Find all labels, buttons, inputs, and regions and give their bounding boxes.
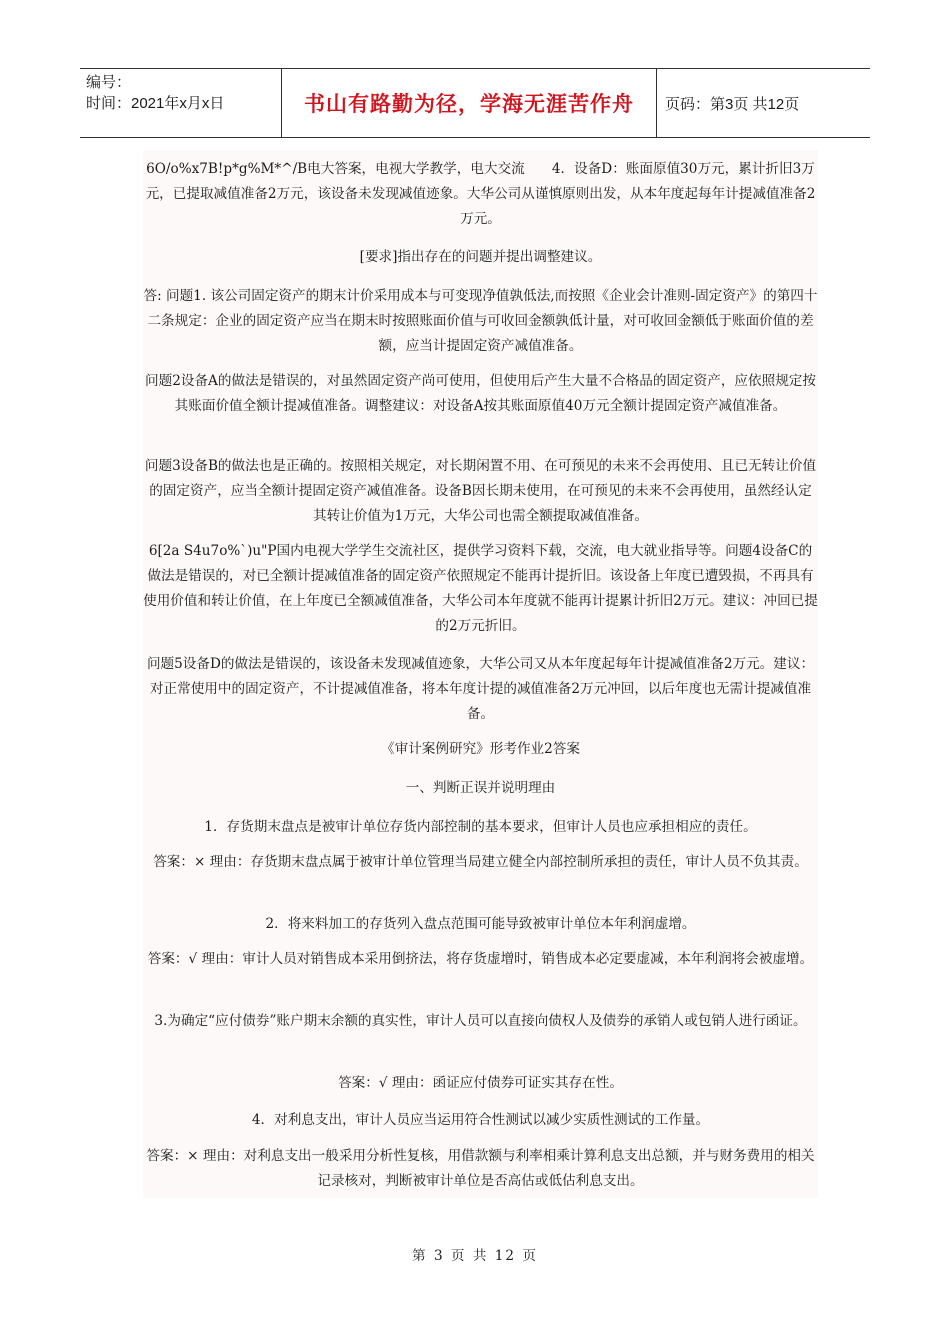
paragraph: [要求]指出存在的问题并提出调整建议。: [359, 249, 602, 265]
question: 2．将来料加工的存货列入盘点范围可能导致被审计单位本年利润虚增。: [265, 916, 696, 932]
paragraph: 6[2a S4u7o%`)u"P国内电视大学学生交流社区，提供学习资料下载，交流，电大就业指导等。问题4设备C的做法是错误的，对已全额计提减值准备的固定资产依照规定不能再计提折旧。该设备上年度已遭毁损，不再具有使用价值和转让价值，在上年度已全额减值准备，大华公司本年度就不能再计提累计折旧2万元。建议：冲回已提的2万元折旧。: [143, 543, 818, 634]
answer: 答案：× 理由：对利息支出一般采用分析性复核，用借款额与利率相乘计算利息支出总额，并与财务费用的相关记录核对，判断被审计单位是否高估或低估利息支出。: [146, 1148, 815, 1189]
answer: 答案：× 理由：存货期末盘点属于被审计单位管理当局建立健全内部控制所承担的责任，审计人员不负其责。: [153, 854, 808, 870]
header-meta: [80, 69, 282, 137]
paragraph: 6O/o%x7B!p*g%M*^/B电大答案，电视大学教学，电大交流 4．设备D：账面原值30万元，累计折旧3万元，已提取减值准备2万元，该设备未发现减值迹象。大华公司从谨慎原则出发，从本年度起每年计提减值准备2万元。: [145, 161, 816, 227]
document-body: [143, 150, 818, 1198]
paragraph: 答: 问题1. 该公司固定资产的期末计价采用成本与可变现净值孰低法,而按照《企业会计准则-固定资产》的第四十二条规定：企业的固定资产应当在期末时按照账面价值与可收回金额孰低计量，对可收回金额低于账面价值的差额，应当计提固定资产减值准备。: [143, 288, 818, 354]
header-motto: 书山有路勤为径，学海无涯苦作舟: [282, 69, 657, 137]
question: 4．对利息支出，审计人员应当运用符合性测试以减少实质性测试的工作量。: [251, 1112, 710, 1128]
code-label: 编号：: [86, 74, 132, 91]
question: 1．存货期末盘点是被审计单位存货内部控制的基本要求，但审计人员也应承担相应的责任。: [204, 819, 757, 835]
question: 3.为确定“应付债券”账户期末余额的真实性，审计人员可以直接向债权人及债券的承销人或包销人进行函证。: [154, 1013, 807, 1029]
page-header: [80, 68, 870, 138]
section-title: 《审计案例研究》形考作业2答案: [381, 741, 580, 757]
page-footer: 第 3 页 共 12 页: [412, 1248, 538, 1264]
answer: 答案：√ 理由：函证应付债券可证实其存在性。: [338, 1075, 623, 1091]
paragraph: 问题2设备A的做法是错误的，对虽然固定资产尚可使用，但使用后产生大量不合格品的固定资产，应依照规定按其账面价值全额计提减值准备。调整建议：对设备A按其账面原值40万元全额计提固定资产减值准备。: [145, 373, 816, 414]
date-label: 时间：2021年x月x日: [86, 95, 225, 112]
section-subtitle: 一、判断正误并说明理由: [405, 780, 556, 796]
answer: 答案：√ 理由：审计人员对销售成本采用倒挤法，将存货虚增时，销售成本必定要虚减，本年利润将会被虚增。: [147, 951, 814, 967]
header-page-info: 页码：第3页 共12页: [665, 95, 800, 113]
paragraph: 问题3设备B的做法也是正确的。按照相关规定，对长期闲置不用、在可预见的未来不会再使用、且已无转让价值的固定资产，应当全额计提固定资产减值准备。设备B因长期未使用，在可预见的未来不会再使用，虽然经认定其转让价值为1万元，大华公司也需全额提取减值准备。: [144, 458, 817, 524]
paragraph: 问题5设备D的做法是错误的，该设备未发现减值迹象，大华公司又从本年度起每年计提减值准备2万元。建议：对正常使用中的固定资产，不计提减值准备，将本年度计提的减值准备2万元冲回，以后年度也无需计提减值准备。: [146, 656, 815, 722]
